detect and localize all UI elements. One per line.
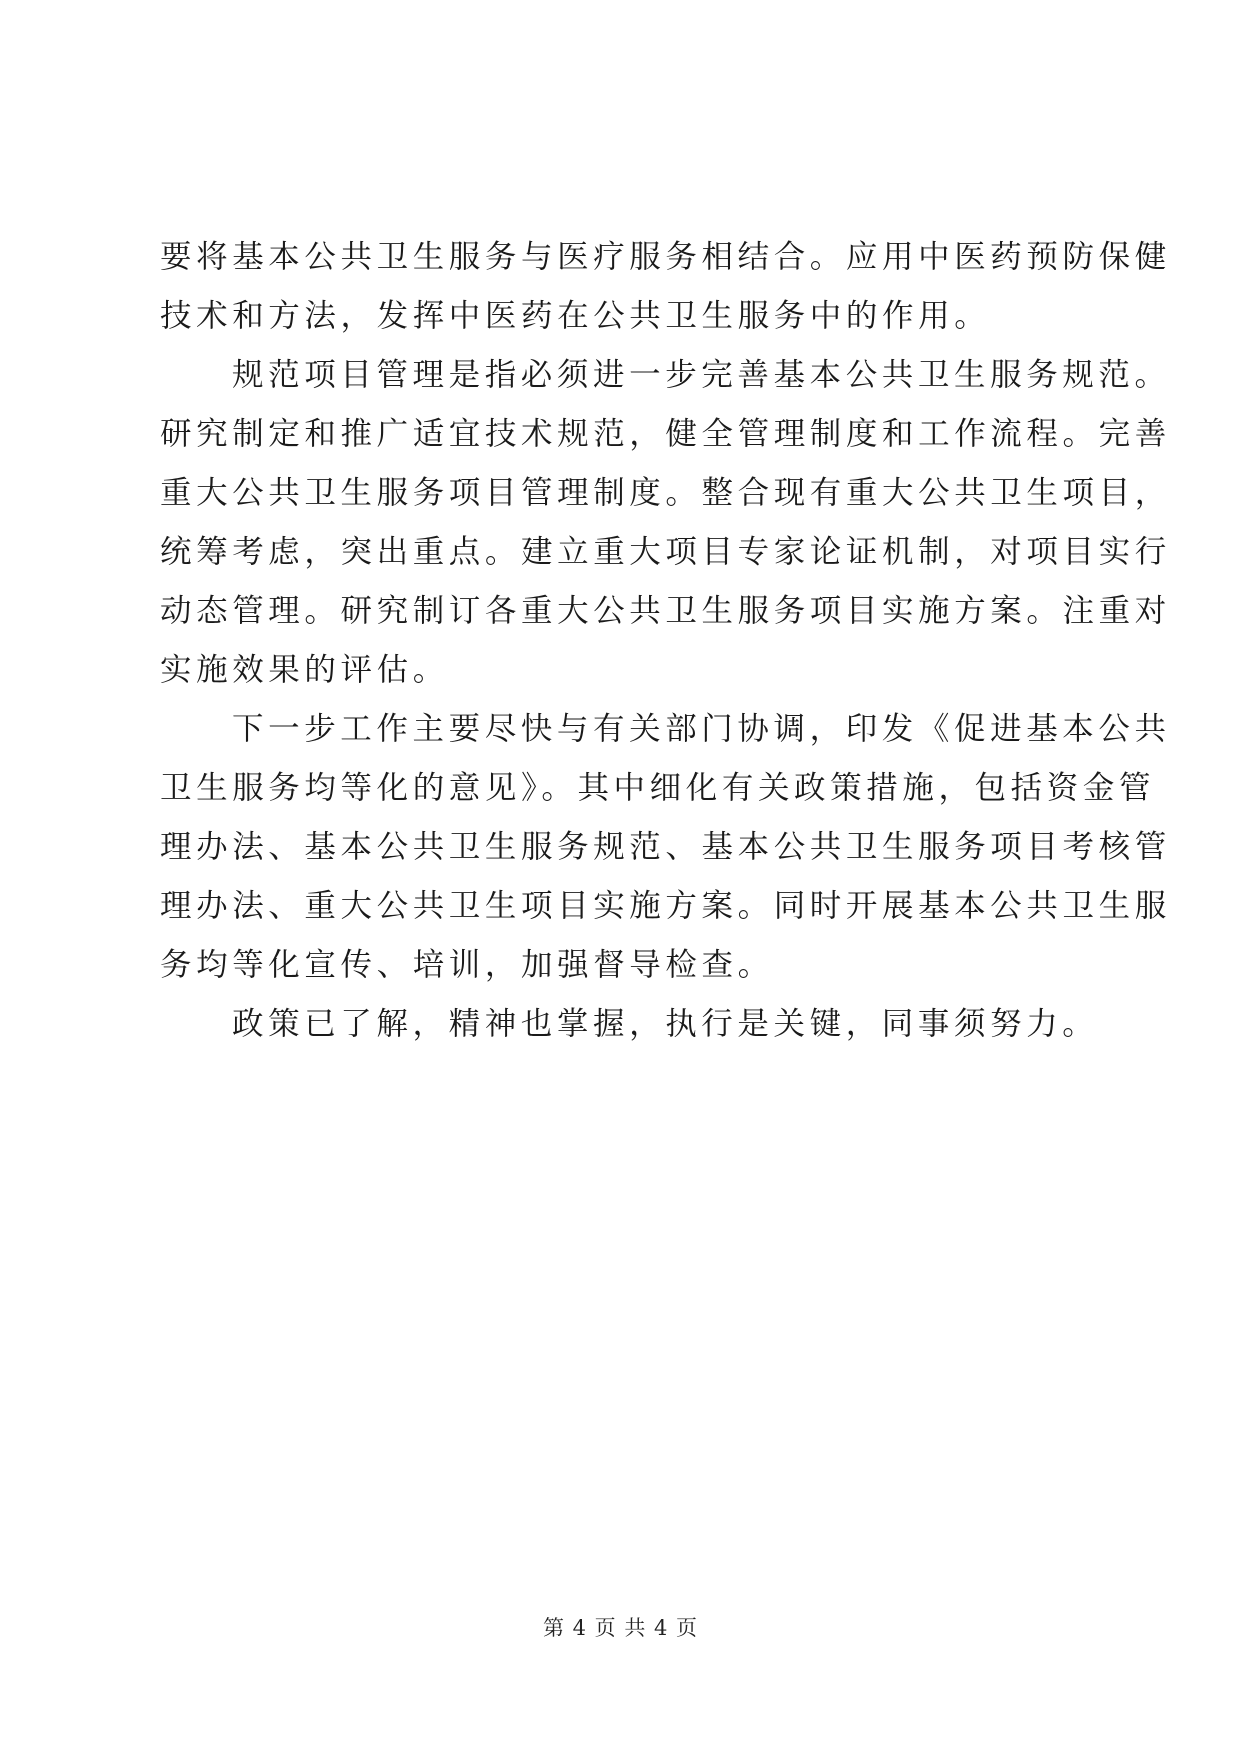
paragraph-line: 卫生服务均等化的意见》。其中细化有关政策措施，包括资金管 <box>160 770 1156 806</box>
paragraph-line: 政策已了解，精神也掌握，执行是关键，同事须努力。 <box>232 1006 1099 1042</box>
paragraph-line: 下一步工作主要尽快与有关部门协调，印发《促进基本公共 <box>232 711 1171 747</box>
document-body <box>160 228 1171 1054</box>
paragraph-line: 规范项目管理是指必须进一步完善基本公共卫生服务规范。 <box>232 357 1171 393</box>
paragraph-line: 研究制定和推广适宜技术规范，健全管理制度和工作流程。完善 <box>160 416 1171 452</box>
paragraph-line: 理办法、基本公共卫生服务规范、基本公共卫生服务项目考核管 <box>160 829 1171 865</box>
paragraph-line: 统筹考虑，突出重点。建立重大项目专家论证机制，对项目实行 <box>160 534 1171 570</box>
page-footer: 第 4 页 共 4 页 <box>542 1616 699 1640</box>
paragraph-line: 务均等化宣传、培训，加强督导检查。 <box>160 947 774 983</box>
paragraph-line: 实施效果的评估。 <box>160 652 449 688</box>
paragraph-line: 技术和方法，发挥中医药在公共卫生服务中的作用。 <box>160 298 991 334</box>
paragraph-line: 要将基本公共卫生服务与医疗服务相结合。应用中医药预防保健 <box>160 239 1171 275</box>
paragraph-line: 动态管理。研究制订各重大公共卫生服务项目实施方案。注重对 <box>160 593 1171 629</box>
paragraph-line: 重大公共卫生服务项目管理制度。整合现有重大公共卫生项目， <box>160 475 1171 511</box>
paragraph-line: 理办法、重大公共卫生项目实施方案。同时开展基本公共卫生服 <box>160 888 1171 924</box>
